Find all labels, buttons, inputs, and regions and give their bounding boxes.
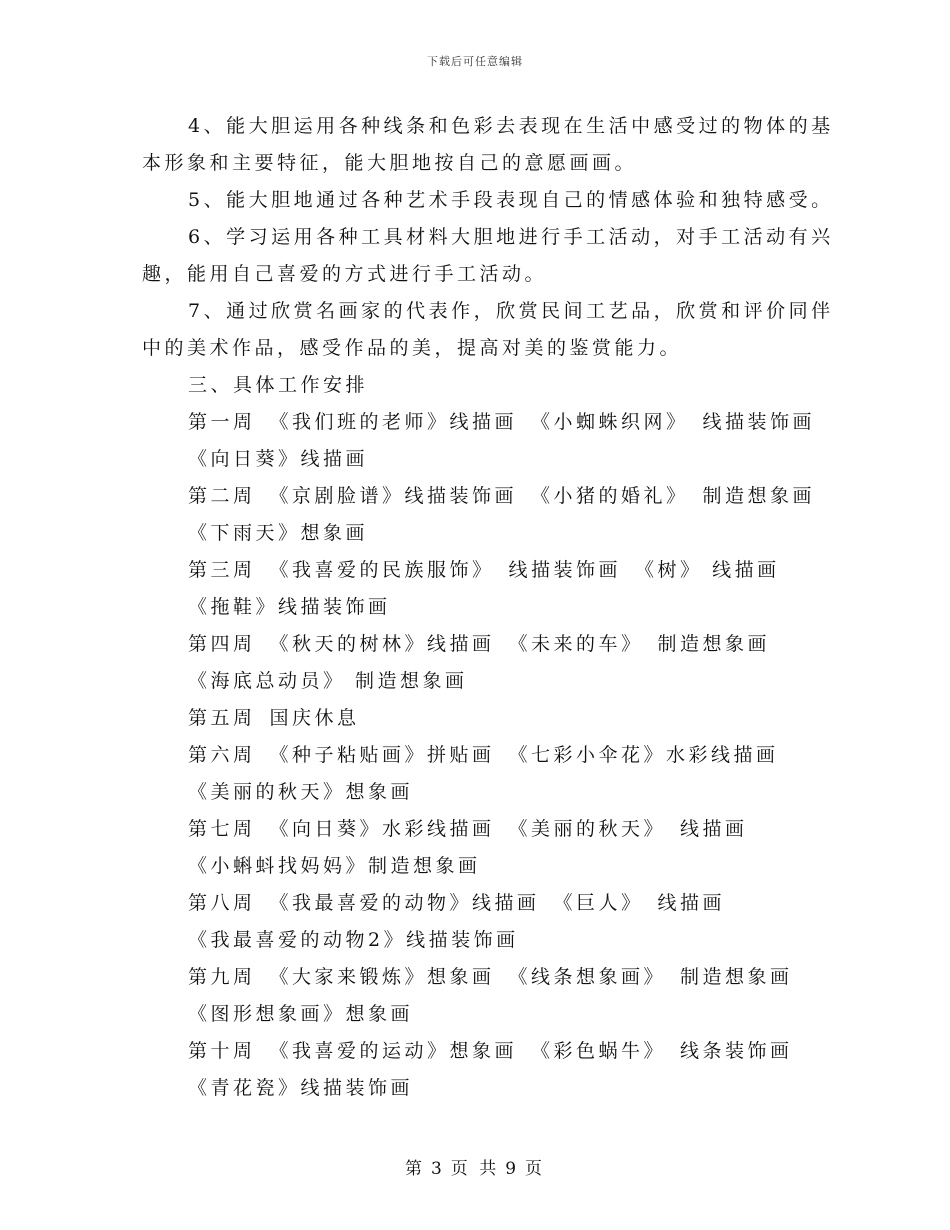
week-row — [142, 552, 808, 589]
paragraph-6-line-1: 6、学习运用各种工具材料大胆地进行手工活动，对手工活动有兴 — [188, 226, 834, 248]
week-row-continuation: 《我最喜爱的动物2》线描装饰画 — [188, 929, 519, 951]
footer-suffix: 页 — [525, 1159, 546, 1179]
week-row — [142, 959, 808, 996]
section-title: 三、具体工作安排 — [188, 374, 369, 396]
week-label: 第一周 — [188, 411, 256, 433]
week-item-a: 国庆休息 — [269, 707, 360, 729]
week-label: 第四周 — [188, 633, 256, 655]
paragraph-7-line-2: 中的美术作品，感受作品的美，提高对美的鉴赏能力。 — [142, 337, 683, 359]
week-label: 第九周 — [188, 966, 256, 988]
week-item-b: 《七彩小伞花》水彩线描画 — [508, 744, 779, 766]
week-label: 第三周 — [188, 559, 256, 581]
week-row-continuation: 《拖鞋》线描装饰画 — [188, 596, 391, 618]
paragraph-4-line-2: 本形象和主要特征，能大胆地按自己的意愿画画。 — [142, 152, 638, 174]
week-item-b: 《小猪的婚礼》 — [531, 485, 689, 507]
week-label: 第八周 — [188, 892, 256, 914]
footer-mid: 页 共 — [450, 1159, 500, 1179]
page-header: 下载后可任意编辑 — [427, 55, 523, 68]
week-label: 第二周 — [188, 485, 256, 507]
week-item-c: 《树》 线描画 — [635, 559, 780, 581]
week-item-a: 《秋天的树林》线描画 — [269, 633, 495, 655]
week-row — [142, 1033, 808, 1070]
week-row — [142, 811, 808, 848]
week-item-c: 制造想象画 — [680, 966, 793, 988]
week-item-a: 《向日葵》水彩线描画 — [269, 818, 495, 840]
week-item-b: 《巨人》 — [553, 892, 644, 914]
week-row — [142, 885, 808, 922]
paragraph-4-line-1: 4、能大胆运用各种线条和色彩去表现在生活中感受过的物体的基 — [188, 115, 834, 137]
week-item-c: 线条装饰画 — [680, 1040, 793, 1062]
week-label: 第六周 — [188, 744, 256, 766]
week-row-continuation: 《下雨天》想象画 — [188, 522, 369, 544]
week-label: 第五周 — [188, 707, 256, 729]
week-row-continuation: 《美丽的秋天》想象画 — [188, 781, 414, 803]
week-row — [142, 700, 808, 737]
week-item-c: 线描画 — [657, 892, 726, 914]
week-item-b: 《未来的车》 — [508, 633, 644, 655]
footer-prefix: 第 — [404, 1159, 425, 1179]
paragraph-5-line-1: 5、能大胆地通过各种艺术手段表现自己的情感体验和独特感受。 — [188, 189, 834, 211]
week-label: 第十周 — [188, 1040, 256, 1062]
week-item-b: 《小蜘蛛织网》 — [531, 411, 689, 433]
week-row — [142, 478, 816, 515]
page-footer — [0, 1154, 950, 1179]
week-row-continuation: 《小蝌蚪找妈妈》制造想象画 — [188, 855, 481, 877]
week-item-b: 《线条想象画》 — [508, 966, 667, 988]
week-row — [142, 626, 808, 663]
paragraph-6-line-2: 趣，能用自己喜爱的方式进行手工活动。 — [142, 263, 548, 285]
week-row — [142, 404, 816, 441]
week-item-a: 《京剧脸谱》线描装饰画 — [269, 485, 518, 507]
week-item-b: 《美丽的秋天》 — [508, 818, 667, 840]
week-item-a: 《我喜爱的运动》想象画 — [269, 1040, 518, 1062]
week-item-c: 线描装饰画 — [702, 411, 816, 433]
week-item-a: 《我们班的老师》线描画 — [269, 411, 518, 433]
week-item-b: 线描装饰画 — [508, 559, 622, 581]
week-row-continuation: 《图形想象画》想象画 — [188, 1003, 414, 1025]
week-item-c: 线描画 — [680, 818, 748, 840]
week-item-a: 《种子粘贴画》拼贴画 — [269, 744, 495, 766]
week-item-a: 《大家来锻炼》想象画 — [269, 966, 495, 988]
week-row-continuation: 《向日葵》线描画 — [188, 448, 369, 470]
week-row-continuation: 《海底总动员》 制造想象画 — [188, 670, 468, 692]
footer-total-pages: 9 — [505, 1159, 520, 1179]
week-item-b: 《彩色蜗牛》 — [531, 1040, 667, 1062]
week-row-continuation: 《青花瓷》线描装饰画 — [188, 1077, 414, 1099]
week-item-c: 制造想象画 — [702, 485, 816, 507]
week-label: 第七周 — [188, 818, 256, 840]
week-item-a: 《我喜爱的民族服饰》 — [269, 559, 495, 581]
document-body — [142, 108, 834, 1107]
week-item-c: 制造想象画 — [657, 633, 771, 655]
footer-page-number: 3 — [430, 1159, 445, 1179]
week-row — [142, 737, 808, 774]
week-item-a: 《我最喜爱的动物》线描画 — [269, 892, 540, 914]
paragraph-7-line-1: 7、通过欣赏名画家的代表作，欣赏民间工艺品，欣赏和评价同伴 — [188, 300, 834, 322]
